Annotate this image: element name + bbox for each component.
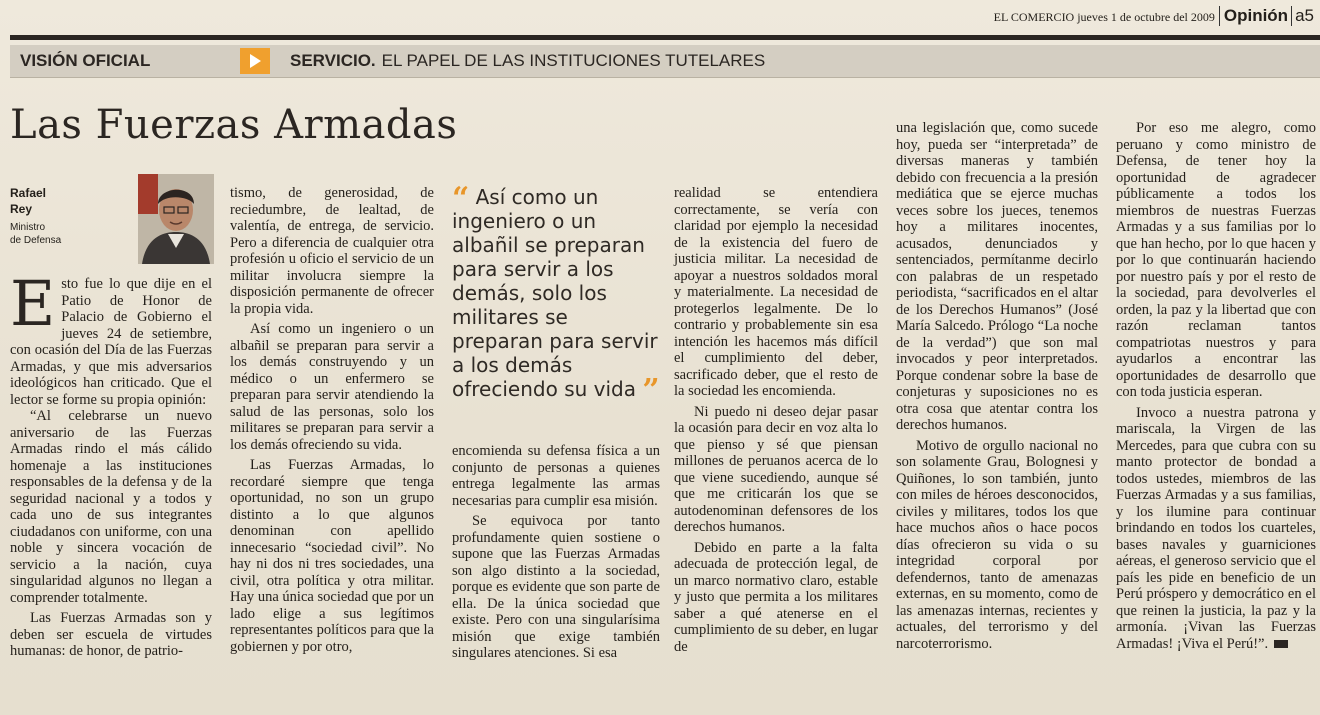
folio-section: Opinión: [1219, 6, 1288, 26]
author-byline: [10, 185, 130, 247]
article-headline: Las Fuerzas Armadas: [10, 102, 458, 148]
article-column-2: [230, 185, 434, 655]
folio-page-number: a5: [1291, 6, 1314, 26]
article-paragraph: Esto fue lo que dije en el Patio de Honor de Palacio de Gobierno el jueves 24 de setiembre, con ocasión del Día de las Fuerzas Armadas, y que mis adversarios ideológicos han criticado. Que el lector se forme su propia opinión:: [10, 267, 212, 408]
pull-quote-text: Así como un ingeniero o un albañil se preparan para servir a los demás, solo los militares se preparan para servir a los demás ofreciendo su vida: [452, 185, 658, 401]
kicker-topic: [290, 45, 765, 77]
kicker-label: VISIÓN OFICIAL: [20, 51, 151, 70]
article-paragraph: Se equivoca por tanto profundamente quien sostiene o supone que las Fuerzas Armadas son algo distinto a la sociedad, porque es evidente que son parte de ella. De la única sociedad que existe. Pero con una singularísima misión que exige también singulares atenciones. Si esa: [452, 513, 660, 661]
author-portrait: [138, 174, 214, 264]
article-paragraph: Ni puedo ni deseo dejar pasar la ocasión para decir en voz alta lo que pienso y sé que piensan millones de peruanos acerca de lo que viene sucediendo, aunque sé que me criticarán los que se autodenominan defensores de los derechos humanos.: [674, 403, 878, 535]
article-paragraph: Las Fuerzas Armadas son y deben ser escuela de virtudes humanas: de honor, de patrio-: [10, 610, 212, 659]
top-rule: [10, 35, 1320, 40]
page-folio: [994, 6, 1314, 26]
author-last-name: Rey: [10, 202, 33, 216]
section-kicker-bar: [10, 45, 1320, 78]
pull-quote: [452, 181, 664, 408]
article-paragraph: realidad se entendiera correctamente, se vería con claridad por ejemplo la necesidad de la existencia del fuero de justicia militar. La necesidad de apoyar a nuestros soldados moral y materialmente. La necesidad de protegerlos legalmente. De lo contrario y probablemente sin esa intención les hacemos más difícil el cumplimiento del deber, sacrificado deber, que el resto de la sociedad les encomienda.: [674, 185, 878, 399]
article-paragraph: tismo, de generosidad, de reciedumbre, de lealtad, de valentía, de entrega, de servicio. Pero a diferencia de cualquier otra profesión u oficio el servicio de un militar involucra siempre la disposición permanente de ofrecer la propia vida.: [230, 185, 434, 317]
folio-meta: EL COMERCIO jueves 1 de octubre del 2009: [993, 10, 1215, 24]
end-of-article-icon: [1274, 640, 1288, 648]
article-paragraph: Así como un ingeniero o un albañil se preparan para servir a los demás construyendo y un médico o un enfermero se preparan para servir atendiendo la salud de las personas, solo los militares se preparan para servir a los demás ofreciendo su vida.: [230, 321, 434, 453]
article-paragraph: Las Fuerzas Armadas, lo recordaré siempre que tenga oportunidad, no son un grupo distinto a lo que algunos denominan con apellido innecesario “sociedad civil”. No hay ni dos ni tres sociedades, una civil, otra política y otra militar. Hay una única sociedad que por un lado elige a sus legítimos representantes políticos para que la gobiernen y por otro,: [230, 457, 434, 655]
article-paragraph: Motivo de orgullo nacional no son solamente Grau, Bolognesi y Quiñones, lo son también, junto con miles de héroes desconocidos, civiles y militares, todos los que hace muchos años o hace pocos días ofrecieron su vida o su integridad corporal por defendernos, tanto de amenazas externas, en su momento, como de las amenazas internas, recientes y actuales, del terrorismo y del narcoterrorismo.: [896, 437, 1098, 652]
article-paragraph: Debido en parte a la falta adecuada de protección legal, de un marco normativo claro, estable y justo que permita a los militares saber a qué atenerse en el cumplimiento de su deber, en lugar de: [674, 539, 878, 655]
article-paragraph: una legislación que, como sucede hoy, pueda ser “interpretada” de diversas maneras y también debido con frecuencia a la presión mediática que se ejerce muchas veces sobre los jueces, tenemos hoy a militares inocentes, acusados, denunciados y sentenciados, permítanme decirlo con palabras de un respetado periodista, “sacrificados en el altar de los Derechos Humanos” (José María Salcedo. Prólogo “La noche de la verdad”) que son mal invocados y peor interpretados. Porque condenar sobre la base de conjeturas y suposiciones no es otra cosa que atentar contra los derechos humanos.: [896, 120, 1098, 433]
author-role-line2: de Defensa: [10, 235, 62, 246]
article-paragraph: “Al celebrarse un nuevo aniversario de las Fuerzas Armadas rindo el más cálido homenaje a las instituciones responsables de la defensa y de la seguridad nacional y a todos y cada uno de sus integrantes ciudadanos con uniforme, con una noble y sincera vocación de servicio a la nación, cuya singularidad algunos no llegan a comprender totalmente.: [10, 408, 212, 606]
close-quote-icon: ”: [642, 373, 660, 408]
drop-cap: E: [10, 267, 56, 340]
open-quote-icon: “: [452, 181, 470, 216]
kicker-topic-strong: SERVICIO.: [290, 51, 376, 70]
author-role-line1: Ministro: [10, 222, 46, 233]
article-column-3: [452, 443, 660, 662]
article-column-1: [10, 267, 212, 660]
article-paragraph: Invoco a nuestra patrona y mariscala, la Virgen de las Mercedes, para que cubra con su manto protector de bondad a todos ustedes, miembros de las Fuerzas Armadas y a sus familias, y los ilumine para continuar brindando en todos los cuarteles, bases navales y guarniciones aéreas, el generoso servicio que el país les pide en beneficio de un Perú próspero y democrático en el que reinen la justicia, la paz y la armonía. ¡Vivan las Fuerzas Armadas! ¡Viva el Perú!”.: [1116, 404, 1316, 652]
article-paragraph: encomienda su defensa física a un conjunto de personas a quienes entrega legalmente las armas necesarias para cumplir esa misión.: [452, 443, 660, 509]
play-arrow-icon: [240, 48, 270, 74]
kicker-topic-rest: EL PAPEL DE LAS INSTITUCIONES TUTELARES: [381, 51, 766, 70]
author-first-name: Rafael: [10, 186, 47, 200]
article-column-5: [896, 120, 1098, 652]
article-column-6: [1116, 120, 1316, 652]
article-paragraph: Por eso me alegro, como peruano y como ministro de Defensa, de tener hoy la oportunidad de agradecer públicamente a todos los miembros de nuestras Fuerzas Armadas y a sus familias por lo que han hecho, por lo que hacen y por lo que continuarán haciendo por nuestro país y por el resto de la sociedad, para devolverles el orden, la paz y la libertad que con razón reclaman tantos compatriotas nuestros y para ayudarlos a encontrar las oportunidades de desarrollo que con toda justicia esperan.: [1116, 120, 1316, 400]
article-column-4: [674, 185, 878, 655]
